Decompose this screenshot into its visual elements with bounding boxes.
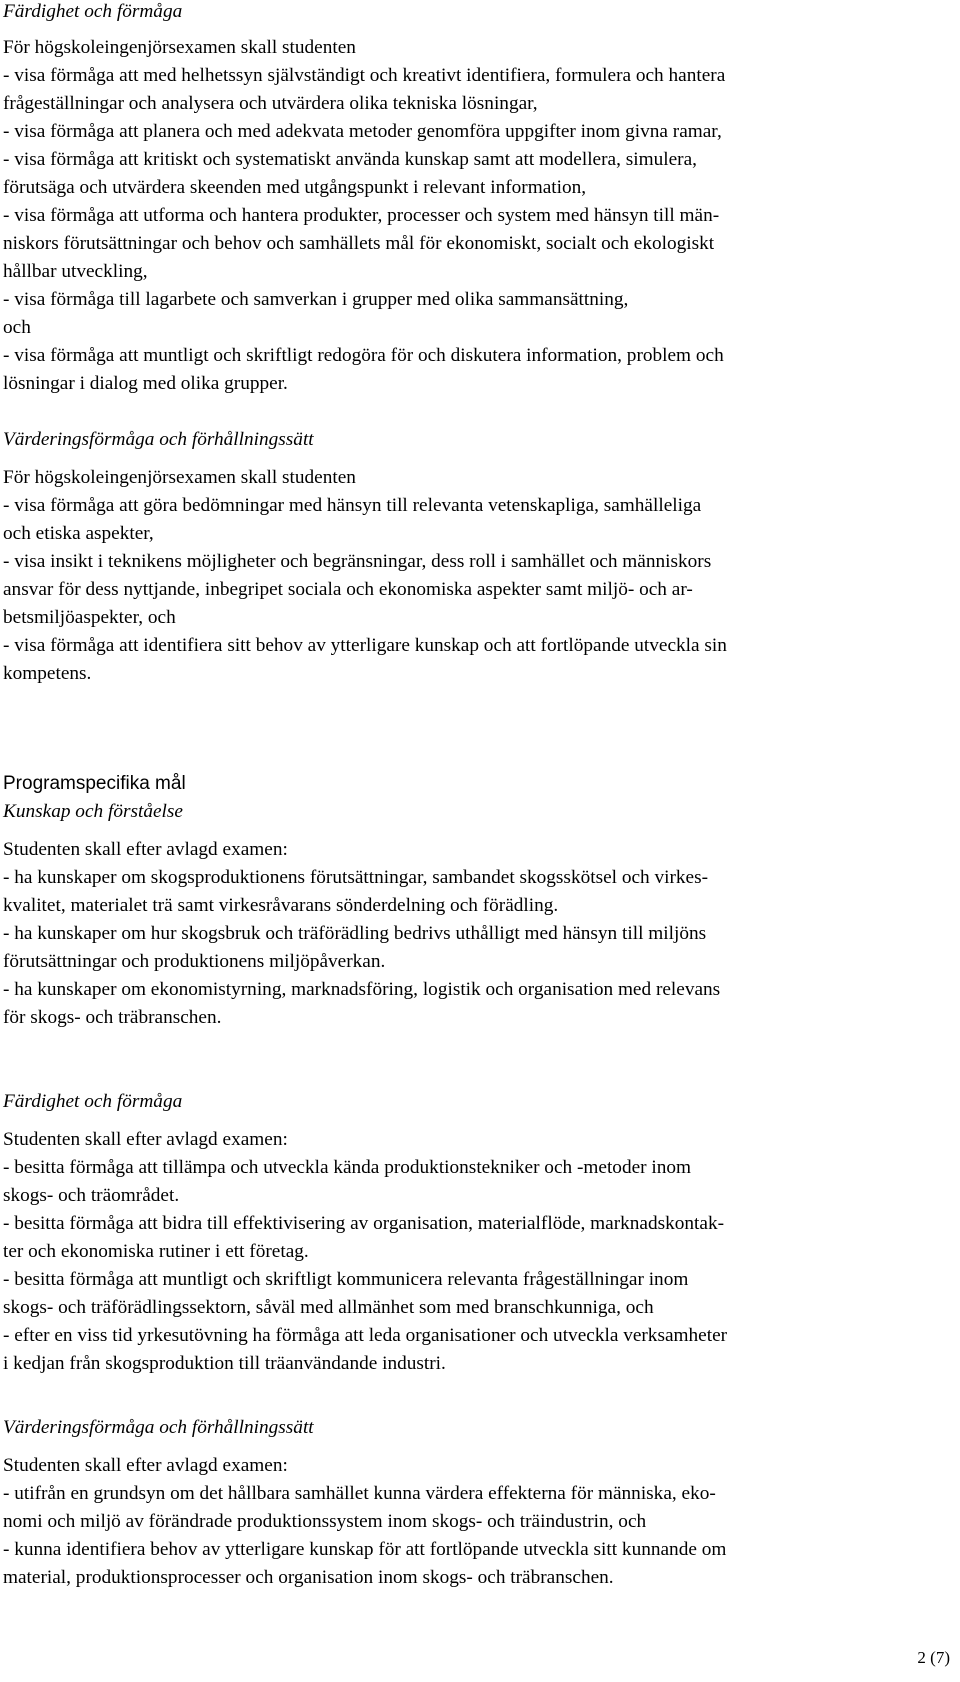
section-body xyxy=(3,836,957,1032)
section-1 xyxy=(3,0,957,398)
text-line: - visa förmåga att planera och med adekvata metoder genomföra uppgifter inom givna ramar, xyxy=(3,121,722,142)
text-line: niskors förutsättningar och behov och samhällets mål för ekonomiskt, socialt och ekologiskt xyxy=(3,233,715,254)
section-heading: Färdighet och förmåga xyxy=(3,1091,183,1112)
text-line: skogs- och träförädlingssektorn, såväl med allmänhet som med branschkunniga, och xyxy=(3,1297,654,1318)
text-line: - visa förmåga att identifiera sitt behov av ytterligare kunskap och att fortlöpande utveckla sin xyxy=(3,635,727,656)
text-line: Studenten skall efter avlagd examen: xyxy=(3,1455,288,1476)
program-heading: Programspecifika mål xyxy=(3,773,186,794)
text-line: - efter en viss tid yrkesutövning ha förmåga att leda organisationer och utveckla verksamheter xyxy=(3,1325,728,1346)
text-line: - ha kunskaper om ekonomistyrning, marknadsföring, logistik och organisation med relevans xyxy=(3,979,721,1000)
text-line: förutsäga och utvärdera skeenden med utgångspunkt i relevant information, xyxy=(3,177,587,198)
text-line: - besitta förmåga att muntligt och skriftligt kommunicera relevanta frågeställningar inom xyxy=(3,1269,689,1290)
section-heading: Färdighet och förmåga xyxy=(3,1,183,22)
text-line: förutsättningar och produktionens miljöpåverkan. xyxy=(3,951,386,972)
text-line: - visa insikt i teknikens möjligheter och begränsningar, dess roll i samhället och människors xyxy=(3,551,712,572)
text-line: För högskoleingenjörsexamen skall studenten xyxy=(3,467,356,488)
section-body xyxy=(3,1452,957,1592)
text-line: skogs- och träområdet. xyxy=(3,1185,180,1206)
text-line: - visa förmåga att göra bedömningar med hänsyn till relevanta vetenskapliga, samhälleliga xyxy=(3,495,702,516)
section-5 xyxy=(3,1414,957,1592)
text-line: frågeställningar och analysera och utvärdera olika tekniska lösningar, xyxy=(3,93,538,114)
text-line: - kunna identifiera behov av ytterligare kunskap för att fortlöpande utveckla sitt kunnande om xyxy=(3,1539,727,1560)
section-2 xyxy=(3,426,957,688)
text-line: - ha kunskaper om skogsproduktionens förutsättningar, sambandet skogsskötsel och virkes- xyxy=(3,867,709,888)
section-heading: Värderingsförmåga och förhållningssätt xyxy=(3,1417,314,1438)
text-line: lösningar i dialog med olika grupper. xyxy=(3,373,288,394)
text-line: - visa förmåga att muntligt och skriftligt redogöra för och diskutera information, problem och xyxy=(3,345,724,366)
text-line: och etiska aspekter, xyxy=(3,523,154,544)
text-line: - besitta förmåga att tillämpa och utveckla kända produktionstekniker och -metoder inom xyxy=(3,1157,692,1178)
text-line: - visa förmåga att utforma och hantera produkter, processer och system med hänsyn till män- xyxy=(3,205,720,226)
text-line: material, produktionsprocesser och organisation inom skogs- och träbranschen. xyxy=(3,1567,614,1588)
text-line: kvalitet, materialet trä samt virkesråvarans sönderdelning och förädling. xyxy=(3,895,559,916)
text-line: Studenten skall efter avlagd examen: xyxy=(3,1129,288,1150)
section-3 xyxy=(3,770,957,1032)
text-line: Studenten skall efter avlagd examen: xyxy=(3,839,288,860)
section-heading: Kunskap och förståelse xyxy=(3,801,183,822)
text-line: betsmiljöaspekter, och xyxy=(3,607,176,628)
text-line: ter och ekonomiska rutiner i ett företag. xyxy=(3,1241,309,1262)
text-line: för skogs- och träbranschen. xyxy=(3,1007,222,1028)
page-number: 2 (7) xyxy=(917,1648,950,1667)
text-line: - utifrån en grundsyn om det hållbara samhället kunna värdera effekterna för människa, eko- xyxy=(3,1483,716,1504)
text-line: - visa förmåga att kritiskt och systematiskt använda kunskap samt att modellera, simulera, xyxy=(3,149,697,170)
text-line: - visa förmåga till lagarbete och samverkan i grupper med olika sammansättning, xyxy=(3,289,629,310)
text-line: hållbar utveckling, xyxy=(3,261,148,282)
text-line: kompetens. xyxy=(3,663,92,684)
section-heading: Värderingsförmåga och förhållningssätt xyxy=(3,429,314,450)
text-line: - ha kunskaper om hur skogsbruk och träförädling bedrivs uthålligt med hänsyn till miljöns xyxy=(3,923,707,944)
text-line: - visa förmåga att med helhetssyn självständigt och kreativt identifiera, formulera och hantera xyxy=(3,65,726,86)
text-line: ansvar för dess nyttjande, inbegripet sociala och ekonomiska aspekter samt miljö- och ar- xyxy=(3,579,693,600)
text-line: nomi och miljö av förändrade produktionssystem inom skogs- och träindustrin, och xyxy=(3,1511,647,1532)
section-4 xyxy=(3,1088,957,1378)
text-line: och xyxy=(3,317,31,338)
text-line: För högskoleingenjörsexamen skall studenten xyxy=(3,37,356,58)
section-body xyxy=(3,464,957,688)
section-body xyxy=(3,1126,957,1378)
text-line: i kedjan från skogsproduktion till träanvändande industri. xyxy=(3,1353,446,1374)
text-line: - besitta förmåga att bidra till effektivisering av organisation, materialflöde, marknadskontak- xyxy=(3,1213,725,1234)
section-body xyxy=(3,34,957,398)
